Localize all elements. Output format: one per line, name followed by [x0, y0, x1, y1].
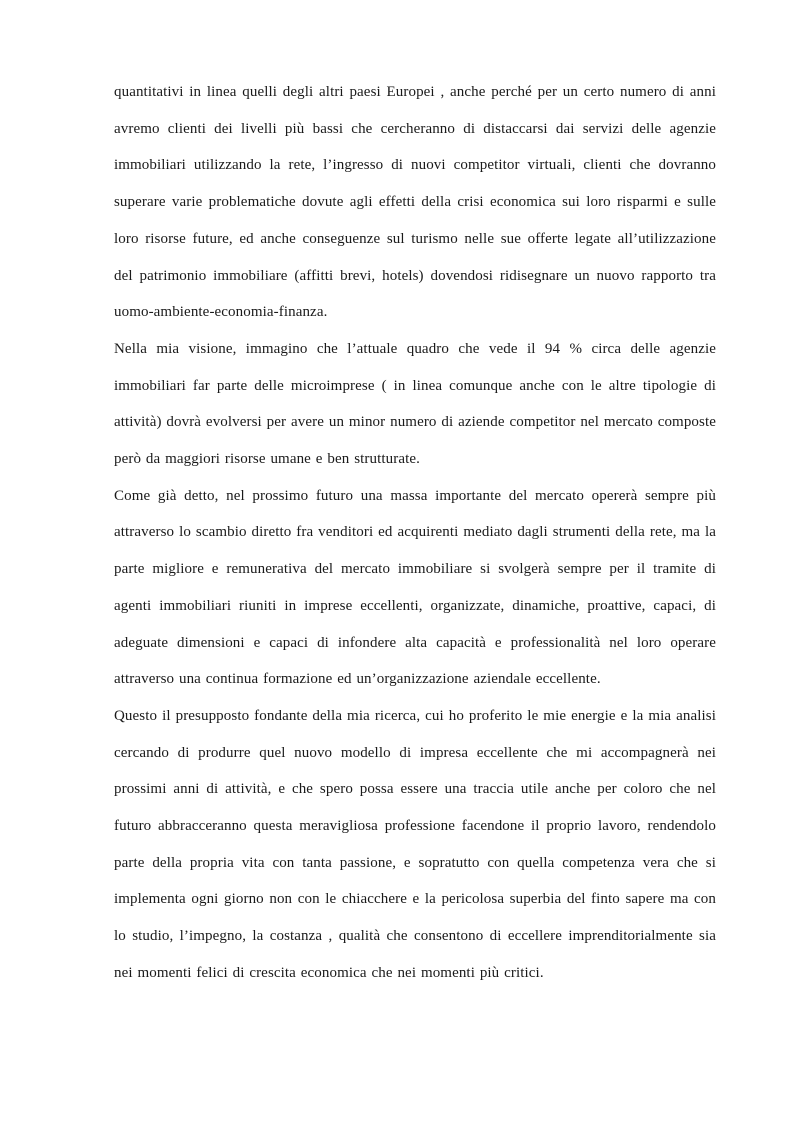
paragraph-3: Come già detto, nel prossimo futuro una massa importante del mercato opererà sempre più attraverso lo scambio diretto fra venditori ed acquirenti mediato dagli strumenti della rete, ma la parte migliore e remunerativa del mercato immobiliare si svolgerà sempre per il tramite di agenti immobiliari riuniti in imprese eccellenti, organizzate, dinamiche, proattive, capaci, di adeguate dimensioni e capaci di infondere alta capacità e professionalità nel loro operare attraverso una continua formazione ed un’organizzazione aziendale eccellente. — [114, 487, 716, 688]
paragraph-1: quantitativi in linea quelli degli altri paesi Europei , anche perché per un certo numero di anni avremo clienti dei livelli più bassi che cercheranno di distaccarsi dai servizi delle agenzie immobiliari utilizzando la rete, l’ingresso di nuovi competitor virtuali, clienti che dovranno superare varie problematiche dovute agli effetti della crisi economica sui loro risparmi e sulle loro risorse future, ed anche conseguenze sul turismo nelle sue offerte legate all’utilizzazione del patrimonio immobiliare (affitti brevi, hotels) dovendosi ridisegnare un nuovo rapporto tra uomo-ambiente-economia-finanza. — [114, 84, 716, 321]
paragraph-2: Nella mia visione, immagino che l’attuale quadro che vede il 94 % circa delle agenzie immobiliari far parte delle microimprese ( in linea comunque anche con le altre tipologie di attività) dovrà evolversi per avere un minor numero di aziende competitor nel mercato composte però da maggiori risorse umane e ben strutturate. — [114, 340, 716, 468]
paragraph-4: Questo il presupposto fondante della mia ricerca, cui ho proferito le mie energie e la mia analisi cercando di produrre quel nuovo modello di impresa eccellente che mi accompagnerà nei prossimi anni di attività, e che spero possa essere una traccia utile anche per coloro che nel futuro abbracceranno questa meravigliosa professione facendone il proprio lavoro, rendendolo parte della propria vita con tanta passione, e sopratutto con quella competenza vera che si implementa ogni giorno non con le chiacchere e la pericolosa superbia del finto sapere ma con lo studio, l’impegno, la costanza , qualità che consentono di eccellere imprenditorialmente sia nei momenti felici di crescita economica che nei momenti più critici. — [114, 707, 716, 981]
body-text — [114, 74, 716, 992]
